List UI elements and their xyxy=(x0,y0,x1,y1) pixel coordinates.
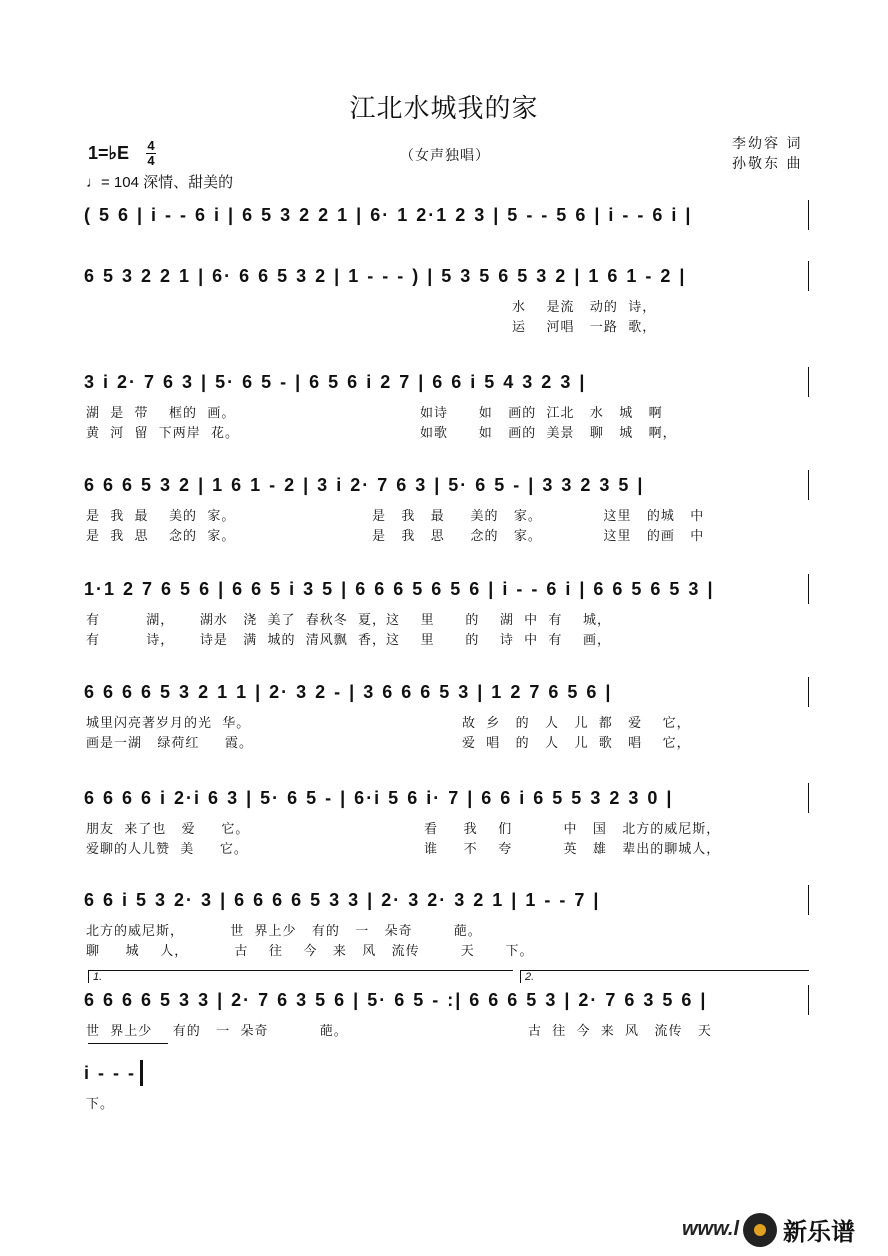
lyric-line-2-verse-2: 运 河唱 一路 歌， xyxy=(512,320,657,335)
score-line-1: ( 5 6 | i - - 6 i | 6 5 3 2 2 1 | 6· 1 2·1 2 3 | 5 - - 5 6 | i - - 6 i | xyxy=(84,200,809,230)
record-disc-icon xyxy=(743,1213,777,1247)
lyric-line-7-verse-2: 爱聊的人儿赞 美 它。 xyxy=(86,842,248,857)
score-line-3: 3 i 2· 7 6 3 | 5· 6 5 - | 6 5 6 i 2 7 | 6 6 i 5 4 3 2 3 | xyxy=(84,367,809,397)
lyric-line-8-verse-2: 聊 城 人， 古 往 今 来 风 流传 天 下。 xyxy=(86,944,534,959)
lyric-line-4-right-verse-2: 是 我 思 念的 家。 这里 的画 中 xyxy=(372,529,705,544)
watermark-name: 新乐谱 xyxy=(783,1218,856,1246)
song-title: 江北水城我的家 xyxy=(349,94,539,124)
lyric-line-10: 下。 xyxy=(86,1097,115,1112)
lyric-line-9-right: 古 往 今 来 风 流传 天 xyxy=(528,1024,712,1039)
score-line-7: 6 6 6 6 i 2·i 6 3 | 5· 6 5 - | 6·i 5 6 i· 7 | 6 6 i 6 5 5 3 2 3 0 | xyxy=(84,783,809,813)
lyric-line-3-verse-1: 湖 是 带 框的 画。 xyxy=(86,406,236,421)
lyricist: 李幼容 词 xyxy=(732,136,803,152)
score-line-2: 6 5 3 2 2 1 | 6· 6 6 5 3 2 | 1 - - - ) | 5 3 5 6 5 3 2 | 1 6 1 - 2 | xyxy=(84,261,809,291)
final-barline xyxy=(140,1060,143,1086)
lyric-line-3-verse-2: 黄 河 留 下两岸 花。 xyxy=(86,426,240,441)
key-signature: 1=♭E xyxy=(88,143,130,163)
lyric-line-5-verse-1: 有 湖， 湖水 浇 美了 春秋冬 夏，这 里 的 湖 中 有 城， xyxy=(86,613,611,628)
lyric-line-6-right-verse-1: 故 乡 的 人 儿 都 爱 它， xyxy=(462,716,691,731)
lyric-line-6-verse-2: 画是一湖 绿荷红 霞。 xyxy=(86,736,254,751)
second-ending-bracket: 2. xyxy=(520,970,809,983)
lyric-line-6-verse-1: 城里闪亮著岁月的光 华。 xyxy=(86,716,251,731)
score-line-9: 6 6 6 6 5 3 3 | 2· 7 6 3 5 6 | 5· 6 5 - :| 6 6 6 5 3 | 2· 7 6 3 5 6 | xyxy=(84,985,809,1015)
lyric-line-4-right-verse-1: 是 我 最 美的 家。 这里 的城 中 xyxy=(372,509,705,524)
lyric-line-7-verse-1: 朋友 来了也 爱 它。 xyxy=(86,822,250,837)
time-signature-top: 4 xyxy=(147,138,155,153)
watermark-url: www.l xyxy=(682,1218,740,1240)
lyric-line-7-right-verse-1: 看 我 们 中 国 北方的威尼斯， xyxy=(424,822,721,837)
final-notes: i - - - xyxy=(84,1062,136,1083)
lyric-line-3-right-verse-1: 如诗 如 画的 江北 水 城 啊 xyxy=(420,406,663,421)
lyric-line-9-verse-1: 世 界上少 有的 一 朵奇 葩。 xyxy=(86,1024,348,1039)
lyric-line-3-right-verse-2: 如歌 如 画的 美景 聊 城 啊， xyxy=(420,426,677,441)
lyric-line-8-verse-1: 北方的威尼斯， 世 界上少 有的 一 朵奇 葩。 xyxy=(86,924,482,939)
final-bracket xyxy=(88,1043,168,1056)
time-signature-bottom: 4 xyxy=(147,153,155,168)
composer: 孙敬东 曲 xyxy=(732,156,803,172)
lyric-line-6-right-verse-2: 爱 唱 的 人 儿 歌 唱 它， xyxy=(462,736,691,751)
score-line-5: 1·1 2 7 6 5 6 | 6 6 5 i 3 5 | 6 6 6 5 6 5 6 | i - - 6 i | 6 6 5 6 5 3 | xyxy=(84,574,809,604)
credits xyxy=(732,134,802,174)
watermark-logo xyxy=(682,1212,855,1247)
lyric-line-4-verse-2: 是 我 思 念的 家。 xyxy=(86,529,236,544)
lyric-line-4-verse-1: 是 我 最 美的 家。 xyxy=(86,509,236,524)
score-line-8: 6 6 i 5 3 2· 3 | 6 6 6 6 5 3 3 | 2· 3 2· 3 2 1 | 1 - - 7 | xyxy=(84,885,809,915)
score-line-4: 6 6 6 5 3 2 | 1 6 1 - 2 | 3 i 2· 7 6 3 | 5· 6 5 - | 3 3 2 3 5 | xyxy=(84,470,809,500)
lyric-line-5-verse-2: 有 诗， 诗是 满 城的 清风飘 香，这 里 的 诗 中 有 画， xyxy=(86,633,611,648)
first-ending-bracket: 1. xyxy=(88,970,513,983)
lyric-line-7-right-verse-2: 谁 不 夸 英 雄 辈出的聊城人， xyxy=(424,842,721,857)
score-line-6: 6 6 6 6 5 3 2 1 1 | 2· 3 2 - | 3 6 6 6 5 3 | 1 2 7 6 5 6 | xyxy=(84,677,809,707)
score-line-10 xyxy=(84,1058,156,1088)
performance-note: （女声独唱） xyxy=(400,148,490,164)
lyric-line-2-verse-1: 水 是流 动的 诗， xyxy=(512,300,657,315)
tempo-marking: ♩= 104 深情、甜美的 xyxy=(86,174,234,191)
time-signature xyxy=(146,140,156,167)
